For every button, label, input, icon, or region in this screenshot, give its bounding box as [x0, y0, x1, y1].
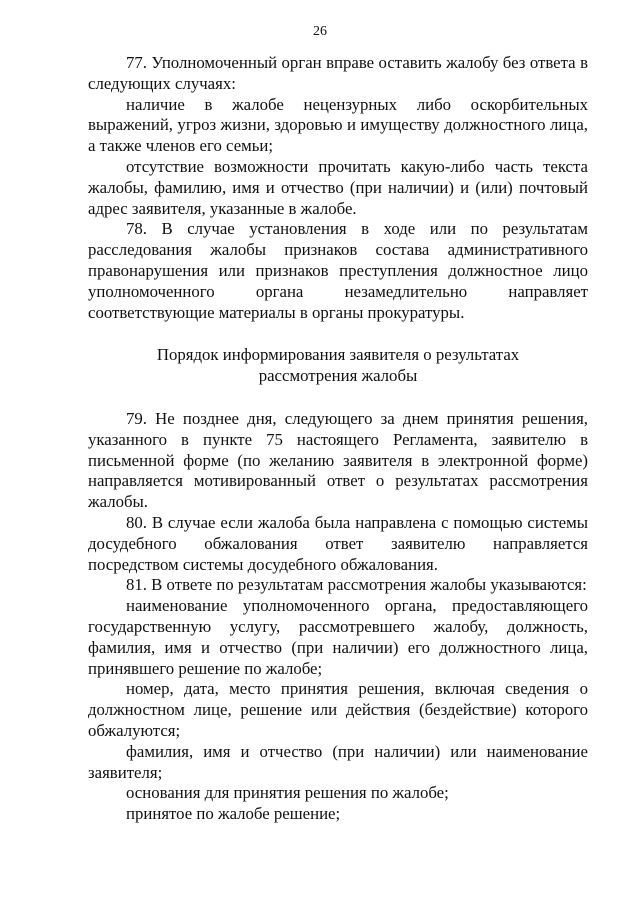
paragraph-79: 79. Не позднее дня, следующего за днем принятия решения, указанного в пункте 75 настоящего Регламента, заявителю в письменной форме (по желанию заявителя в электронной форме) направляется мотивированный ответ о результатах рассмотрения жалобы.	[88, 408, 588, 512]
paragraph-81-item-5: принятое по жалобе решение;	[126, 804, 341, 824]
page-number: 26	[313, 24, 327, 39]
paragraph-81-item-3: фамилия, имя и отчество (при наличии) или наименование заявителя;	[88, 741, 588, 782]
paragraph-77-item-1: наличие в жалобе нецензурных либо оскорбительных выражений, угроз жизни, здоровью и имуществу должностного лица, а также членов его семьи;	[88, 94, 588, 156]
paragraph-77: 77. Уполномоченный орган вправе оставить жалобу без ответа в следующих случаях:	[88, 53, 588, 93]
paragraph-81: 81. В ответе по результатам рассмотрения жалобы указываются:	[126, 575, 587, 595]
paragraph-78: 78. В случае установления в ходе или по результатам расследования жалобы признаков состава административного правонарушения или признаков преступления должностное лицо уполномоченного органа незамедлительно направляет соответствующие материалы в органы прокуратуры.	[88, 219, 588, 322]
paragraph-81-item-1: наименование уполномоченного органа, предоставляющего государственную услугу, рассмотревшего жалобу, должность, фамилия, имя и отчество (при наличии) его должностного лица, принявшего решение по жалобе;	[88, 596, 588, 678]
section-heading-line-1: Порядок информирования заявителя о результатах	[156, 345, 520, 365]
paragraph-81-item-2: номер, дата, место принятия решения, включая сведения о должностном лице, решение или действия (бездействие) которого обжалуются;	[88, 679, 588, 740]
section-heading-line-2: рассмотрения жалобы	[258, 366, 418, 386]
document-body	[88, 53, 588, 825]
paragraph-77-item-2: отсутствие возможности прочитать какую-либо часть текста жалобы, фамилию, имя и отчество (при наличии) и (или) почтовый адрес заявителя, указанные в жалобе.	[88, 156, 588, 218]
paragraph-81-item-4: основания для принятия решения по жалобе;	[126, 783, 449, 803]
paragraph-80: 80. В случае если жалоба была направлена с помощью системы досудебного обжалования ответ заявителю направляется посредством системы досудебного обжалования.	[88, 512, 588, 574]
section-heading	[88, 345, 588, 387]
